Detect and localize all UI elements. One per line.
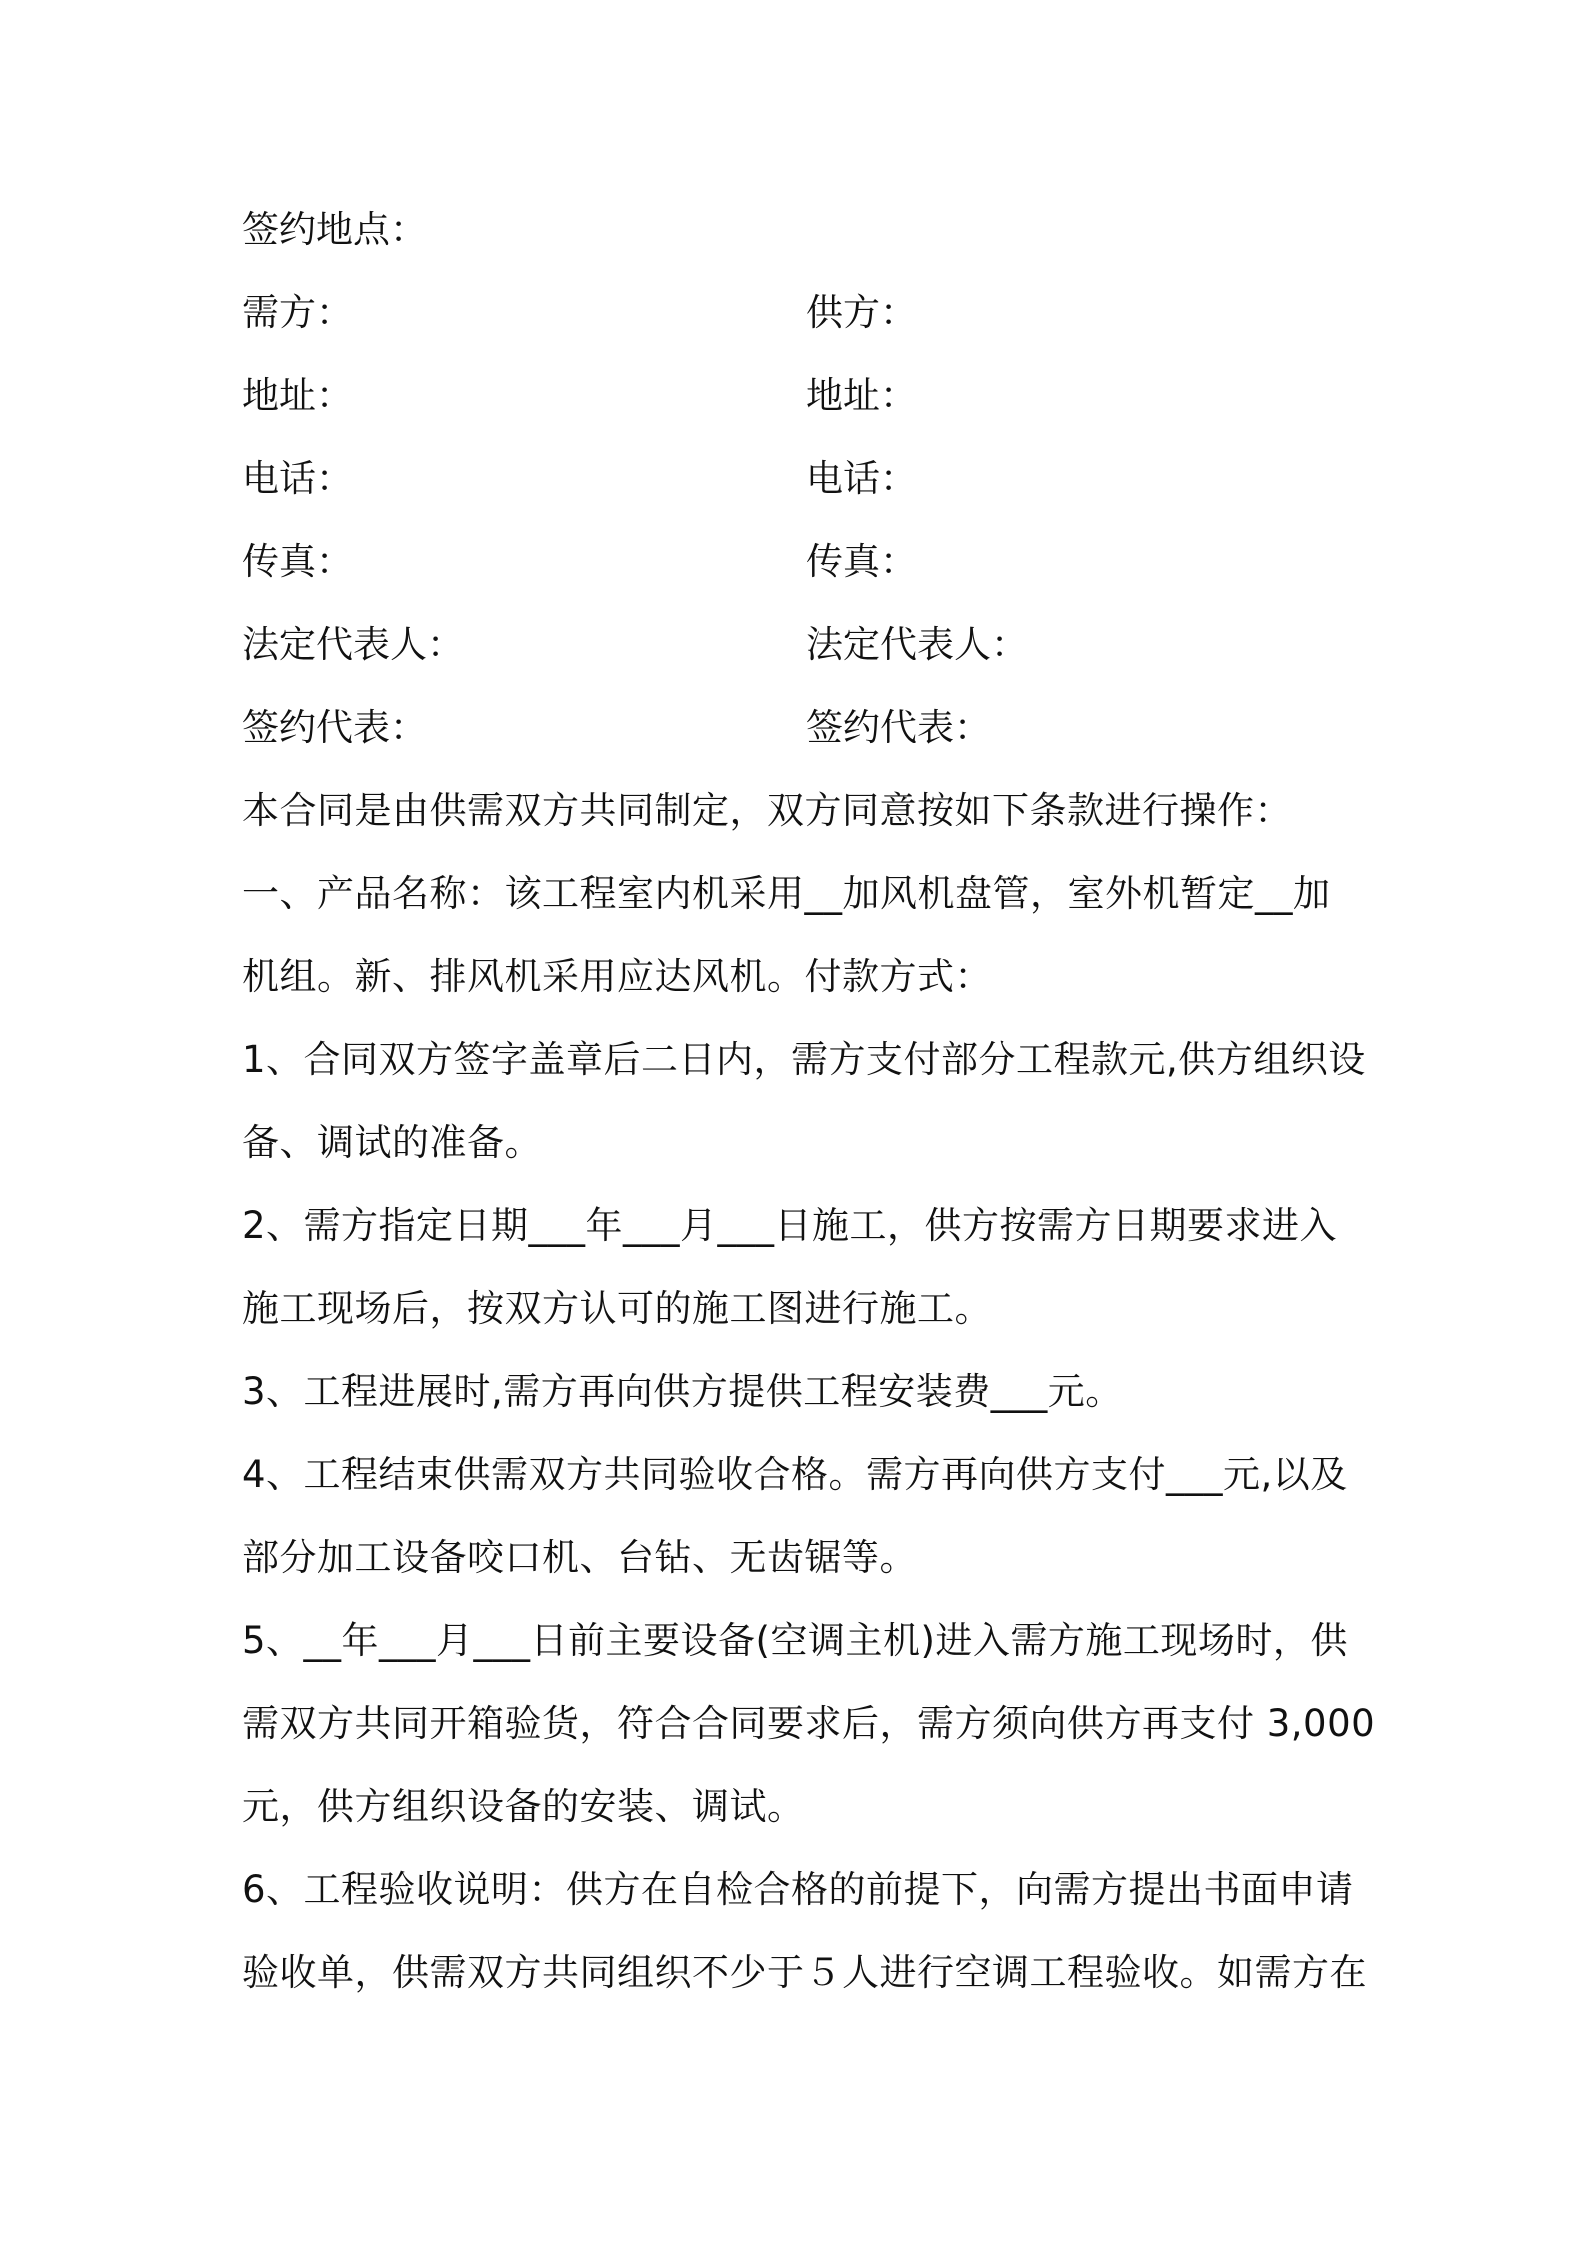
clause-3-line-1: 3、工程进展时,需方再向供方提供工程安装费___元。: [242, 1370, 1123, 1413]
clause-6-line-1: 6、工程验收说明：供方在自检合格的前提下，向需方提出书面申请: [242, 1868, 1354, 1911]
clause-5-line-2: 需双方共同开箱验货，符合合同要求后，需方须向供方再支付 3,000: [242, 1702, 1376, 1745]
clause-5-line-1: 5、__年___月___日前主要设备(空调主机)进入需方施工现场时，供: [242, 1619, 1348, 1662]
supplier-phone-label: 电话：: [806, 457, 917, 500]
intro-paragraph: 本合同是由供需双方共同制定，双方同意按如下条款进行操作：: [242, 789, 1292, 832]
clause-2-line-1: 2、需方指定日期___年___月___日施工，供方按需方日期要求进入: [242, 1204, 1338, 1247]
clause-1-line-2: 备、调试的准备。: [242, 1121, 542, 1164]
clause-6-line-2: 验收单，供需双方共同组织不少于５人进行空调工程验收。如需方在: [242, 1951, 1367, 1994]
supplier-fax-label: 传真：: [806, 540, 917, 583]
clause-5-line-3: 元，供方组织设备的安装、调试。: [242, 1785, 805, 1828]
supplier-signing-rep-label: 签约代表：: [806, 706, 991, 749]
clause-4-line-2: 部分加工设备咬口机、台钻、无齿锯等。: [242, 1536, 917, 1579]
signing-place-label: 签约地点：: [242, 208, 427, 251]
clause-product-line-1: 一、产品名称：该工程室内机采用__加风机盘管，室外机暂定__加: [242, 872, 1331, 915]
supplier-legal-rep-label: 法定代表人：: [806, 623, 1028, 666]
buyer-label: 需方：: [242, 291, 353, 334]
clause-4-line-1: 4、工程结束供需双方共同验收合格。需方再向供方支付___元,以及: [242, 1453, 1348, 1496]
clause-1-line-1: 1、合同双方签字盖章后二日内，需方支付部分工程款元,供方组织设: [242, 1038, 1366, 1081]
buyer-signing-rep-label: 签约代表：: [242, 706, 427, 749]
clause-product-line-2: 机组。新、排风机采用应达风机。付款方式：: [242, 955, 992, 998]
buyer-legal-rep-label: 法定代表人：: [242, 623, 464, 666]
supplier-address-label: 地址：: [806, 374, 917, 417]
buyer-fax-label: 传真：: [242, 540, 353, 583]
buyer-address-label: 地址：: [242, 374, 353, 417]
buyer-phone-label: 电话：: [242, 457, 353, 500]
clause-2-line-2: 施工现场后，按双方认可的施工图进行施工。: [242, 1287, 992, 1330]
supplier-label: 供方：: [806, 291, 917, 334]
